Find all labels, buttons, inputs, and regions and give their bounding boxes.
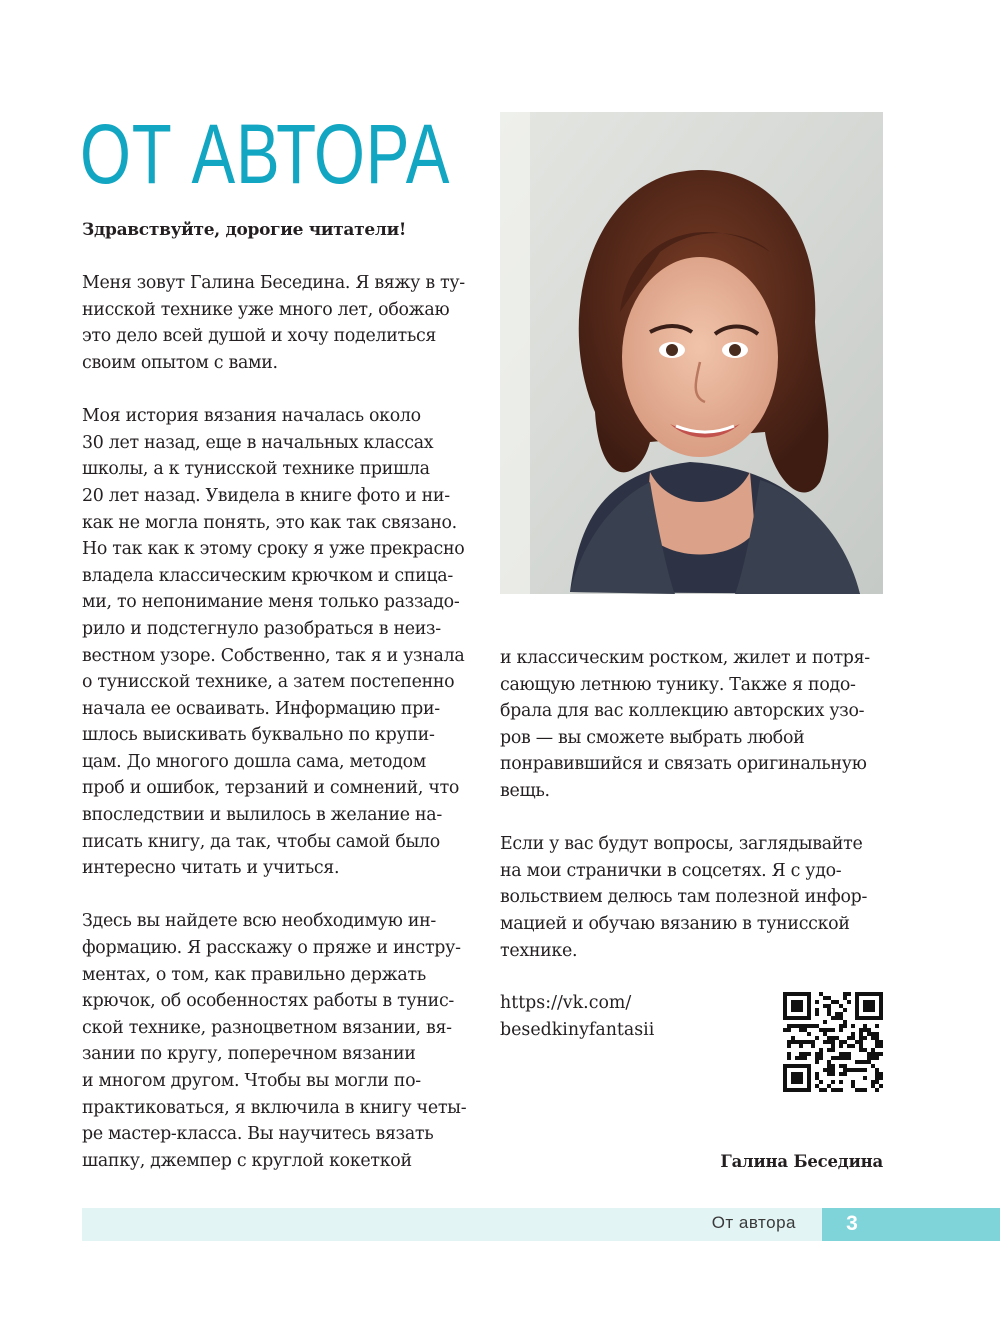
text-line: рило и подстегнуло разобраться в неиз- <box>82 618 441 639</box>
text-line: ре мастер-класса. Вы научитесь вязать <box>82 1124 434 1145</box>
author-photo <box>500 112 883 594</box>
paragraph <box>500 645 900 805</box>
text-line: шлось выискивать буквально по крупи- <box>82 725 435 746</box>
paragraph <box>500 831 900 964</box>
text-line: интересно читать и учиться. <box>82 858 340 879</box>
left-paragraphs <box>82 270 477 1174</box>
author-portrait-image <box>500 112 883 594</box>
paragraph <box>82 908 477 1174</box>
text-line: зании по кругу, поперечном вязании <box>82 1044 416 1065</box>
paragraph <box>82 403 477 882</box>
text-line: на мои странички в соцсетях. Я с удо- <box>500 860 842 881</box>
page-title: ОТ АВТОРА <box>80 107 451 201</box>
text-line: брала для вас коллекцию авторских узо- <box>500 701 865 722</box>
paragraph <box>82 270 477 376</box>
text-line: начала ее осваивать. Информацию при- <box>82 698 440 719</box>
text-line: технике. <box>500 940 578 961</box>
text-line: мацией и обучаю вязанию в тунисской <box>500 913 850 934</box>
text-line: проб и ошибок, терзаний и сомнений, что <box>82 778 460 799</box>
right-column <box>500 645 900 991</box>
text-line: ми, то непонимание меня только раззадо- <box>82 592 460 613</box>
text-line: ментах, о том, как правильно держать <box>82 964 426 985</box>
text-line: вещь. <box>500 780 550 801</box>
text-line: ров — вы сможете выбрать любой <box>500 727 805 748</box>
text-line: цам. До многого дошла сама, методом <box>82 751 427 772</box>
page-number: 3 <box>846 1212 858 1235</box>
vk-link[interactable] <box>500 990 654 1043</box>
vk-link-line[interactable]: besedkinyfantasii <box>500 1019 655 1040</box>
text-line: впоследствии и вылилось в желание на- <box>82 805 442 826</box>
text-line: своим опытом с вами. <box>82 352 278 373</box>
greeting: Здравствуйте, дорогие читатели! <box>82 220 407 240</box>
footer-section-label: От автора <box>711 1213 796 1232</box>
text-line: шапку, джемпер с круглой кокеткой <box>82 1150 412 1171</box>
text-line: как не могла понять, это как так связано. <box>82 512 457 533</box>
text-line: 30 лет назад, еще в начальных классах <box>82 432 434 453</box>
text-line: понравившийся и связать оригинальную <box>500 754 867 775</box>
right-paragraphs <box>500 645 900 964</box>
text-line: Здесь вы найдете всю необходимую ин- <box>82 911 437 932</box>
text-line: ской технике, разноцветном вязании, вя- <box>82 1017 452 1038</box>
text-line: писать книгу, да так, чтобы самой было <box>82 831 440 852</box>
text-line: о тунисской технике, а затем постепенно <box>82 672 455 693</box>
text-line: и классическим ростком, жилет и потря- <box>500 648 870 668</box>
text-line: формацию. Я расскажу о пряже и инстру- <box>82 938 461 959</box>
vk-link-line[interactable]: https://vk.com/ <box>500 993 632 1013</box>
qr-code-icon[interactable] <box>783 992 883 1092</box>
text-line: Но так как к этому сроку я уже прекрасно <box>82 539 465 560</box>
text-line: и многом другом. Чтобы вы могли по- <box>82 1071 421 1091</box>
text-line: школы, а к тунисской технике пришла <box>82 459 430 480</box>
text-line: это дело всей душой и хочу поделиться <box>82 326 437 347</box>
text-line: вестном узоре. Собственно, так я и узнала <box>82 645 465 666</box>
text-line: 20 лет назад. Увидела в книге фото и ни- <box>82 485 450 506</box>
author-signature: Галина Беседина <box>720 1152 883 1171</box>
text-line: вольствием делюсь там полезной инфор- <box>500 887 868 908</box>
text-line: владела классическим крючком и спица- <box>82 565 453 586</box>
text-line: Если у вас будут вопросы, заглядывайте <box>500 834 863 855</box>
text-line: Меня зовут Галина Беседина. Я вяжу в ту- <box>82 273 465 294</box>
left-column <box>82 217 477 1201</box>
text-line: крючок, об особенностях работы в тунис- <box>82 991 454 1012</box>
text-line: практиковаться, я включила в книгу четы- <box>82 1097 467 1118</box>
text-line: нисской технике уже много лет, обожаю <box>82 299 450 320</box>
text-line: Моя история вязания началась около <box>82 406 421 427</box>
text-line: сающую летнюю тунику. Также я подо- <box>500 674 856 695</box>
